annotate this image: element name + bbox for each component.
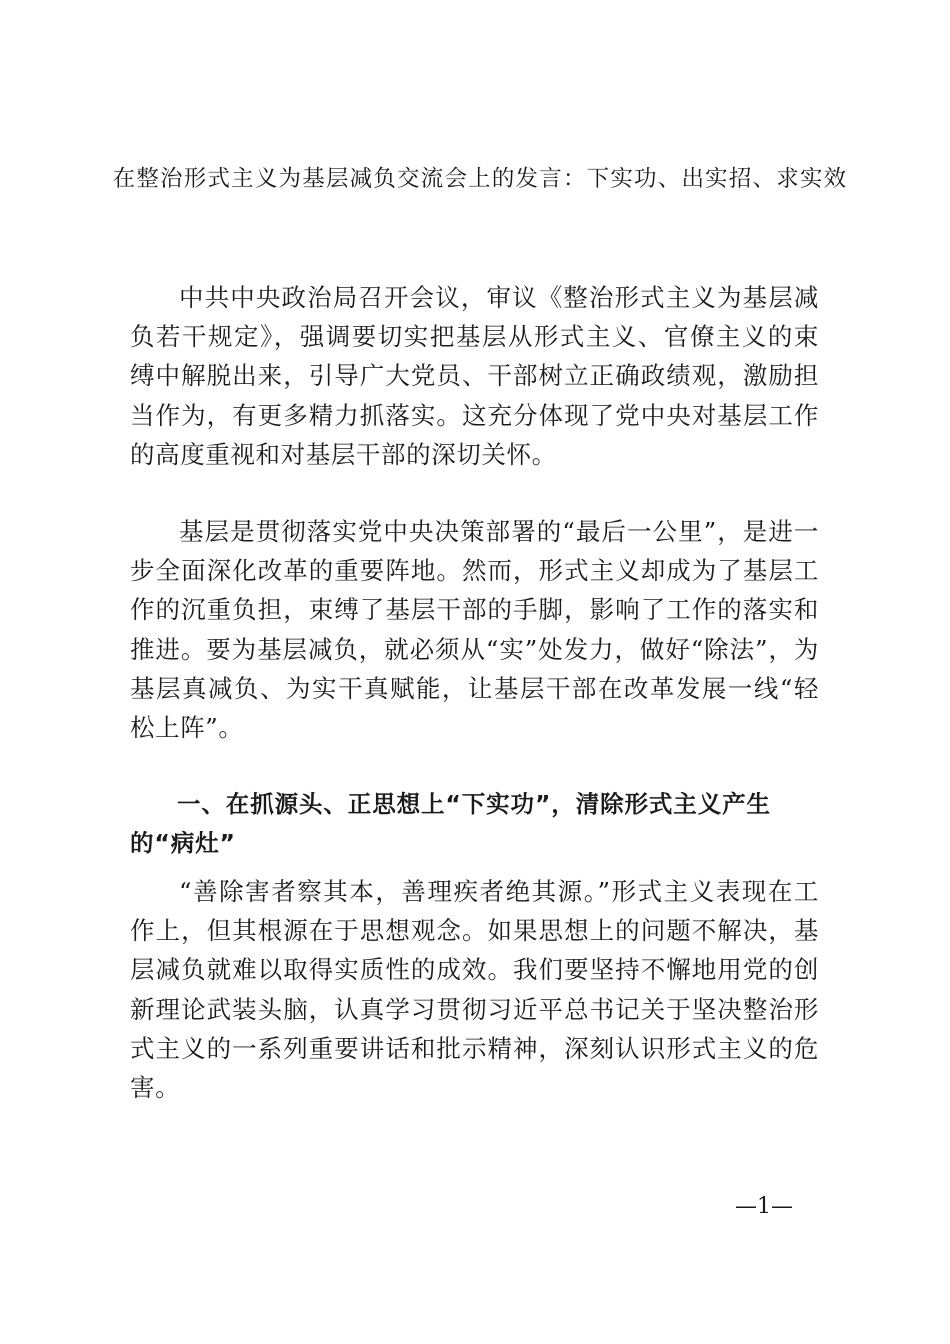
paragraph-intro: 中共中央政治局召开会议，审议《整治形式主义为基层减负若干规定》，强调要切实把基层从形式主义、官僚主义的束缚中解脱出来，引导广大党员、干部树立正确政绩观，激励担当作为，有更多精力抓落实。这充分体现了党中央对基层工作的高度重视和对基层干部的深切关怀。 [130,283,819,469]
page-number: —1— [735,1194,793,1219]
section-paragraph: “善除害者察其本，善理疾者绝其源。”形式主义表现在工作上，但其根源在于思想观念。如果思想上的问题不解决，基层减负就难以取得实质性的成效。我们要坚持不懈地用党的创新理论武装头脑，认真学习贯彻习近平总书记关于坚决整治形式主义的一系列重要讲话和批示精神，深刻认识形式主义的危害。 [130,877,819,1103]
paragraph-background: 基层是贯彻落实党中央决策部署的“最后一公里”，是进一步全面深化改革的重要阵地。然而，形式主义却成为了基层工作的沉重负担，束缚了基层干部的手脚，影响了工作的落实和推进。要为基层减负，就必须从“实”处发力，做好“除法”，为基层真减负、为实干真赋能，让基层干部在改革发展一线“轻松上阵”。 [130,517,819,743]
document-title: 在整治形式主义为基层减负交流会上的发言：下实功、出实招、求实效 [112,166,848,192]
section-heading: 一、在抓源头、正思想上“下实功”，清除形式主义产生的“病灶” [130,790,771,857]
